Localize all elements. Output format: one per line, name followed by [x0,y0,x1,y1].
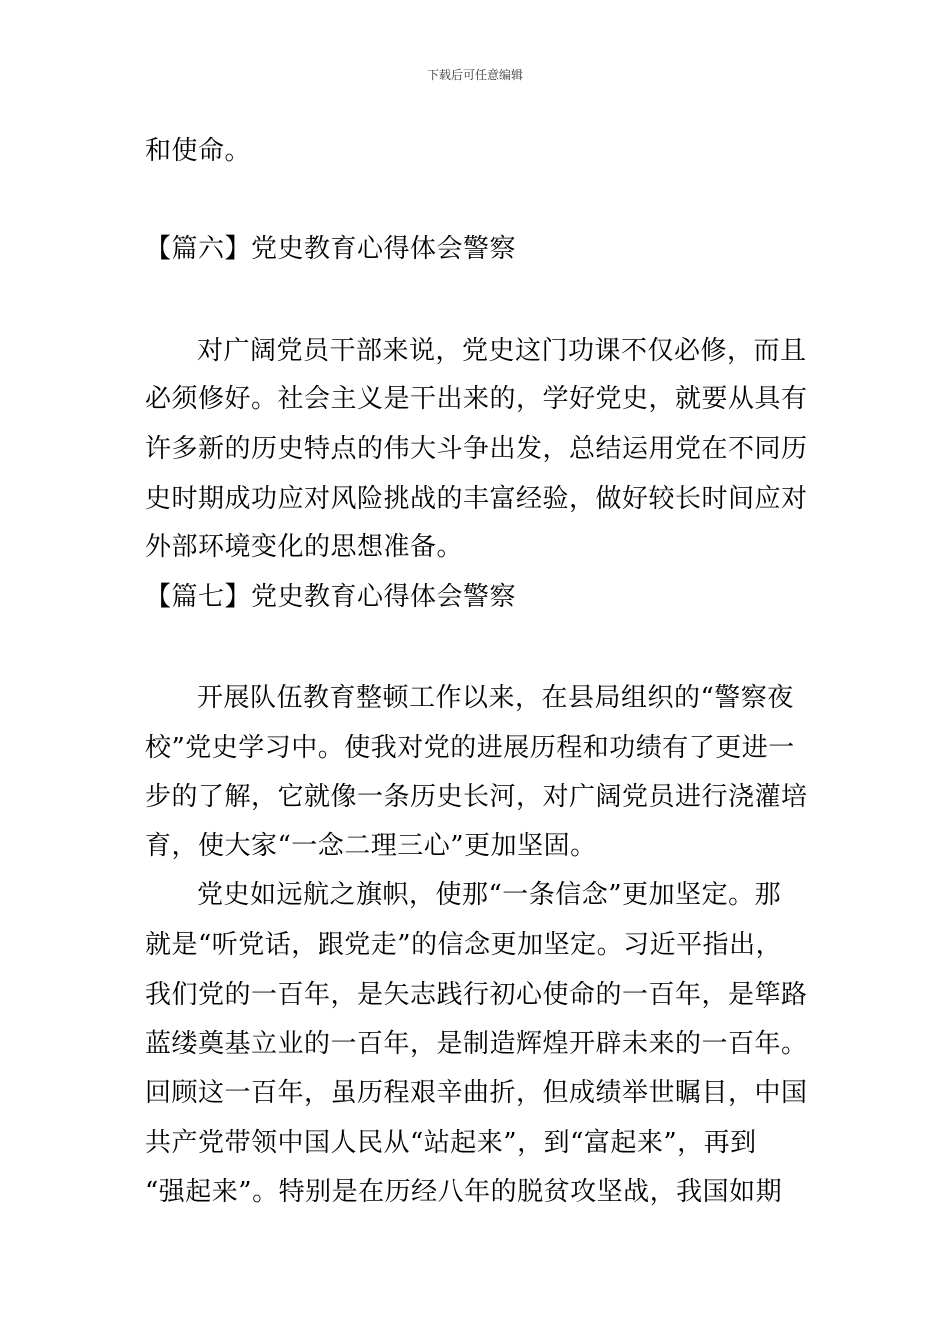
page-header: 下载后可任意编辑 [426,68,523,82]
text-line: 育，使大家“一念二理三心”更加坚固。 [145,831,597,861]
text-line: 校”党史学习中。使我对党的进展历程和功绩有了更进一 [145,733,795,763]
text-line: 回顾这一百年，虽历程艰辛曲折，但成绩举世瞩目，中国 [145,1078,808,1108]
text-line: 外部环境变化的思想准备。 [145,532,464,562]
text-line: 步的了解，它就像一条历史长河，对广阔党员进行浇灌培 [145,782,808,812]
text-line: 史时期成功应对风险挑战的丰富经验，做好较长时间应对 [145,484,808,514]
text-line: 开展队伍教育整顿工作以来，在县局组织的“警察夜 [197,683,794,713]
text-line: 党史如远航之旗帜，使那“一条信念”更加坚定。那 [197,880,782,910]
text-line: 和使命。 [145,136,252,166]
text-line: “强起来”。特别是在历经八年的脱贫攻坚战，我国如期 [145,1177,783,1207]
text-line: 就是“听党话，跟党走”的信念更加坚定。习近平指出， [145,930,783,960]
text-line: 许多新的历史特点的伟大斗争出发，总结运用党在不同历 [145,434,808,464]
text-line: 对广阔党员干部来说，党史这门功课不仅必修，而且 [197,336,807,366]
section-heading: 【篇七】党史教育心得体会警察 [145,582,517,612]
text-line: 必须修好。社会主义是干出来的，学好党史，就要从具有 [145,384,808,414]
text-line: 我们党的一百年，是矢志践行初心使命的一百年，是筚路 [145,980,808,1010]
text-line: 共产党带领中国人民从“站起来”，到“富起来”，再到 [145,1128,757,1158]
section-heading: 【篇六】党史教育心得体会警察 [145,234,517,264]
text-line: 蓝缕奠基立业的一百年，是制造辉煌开辟未来的一百年。 [145,1029,808,1059]
